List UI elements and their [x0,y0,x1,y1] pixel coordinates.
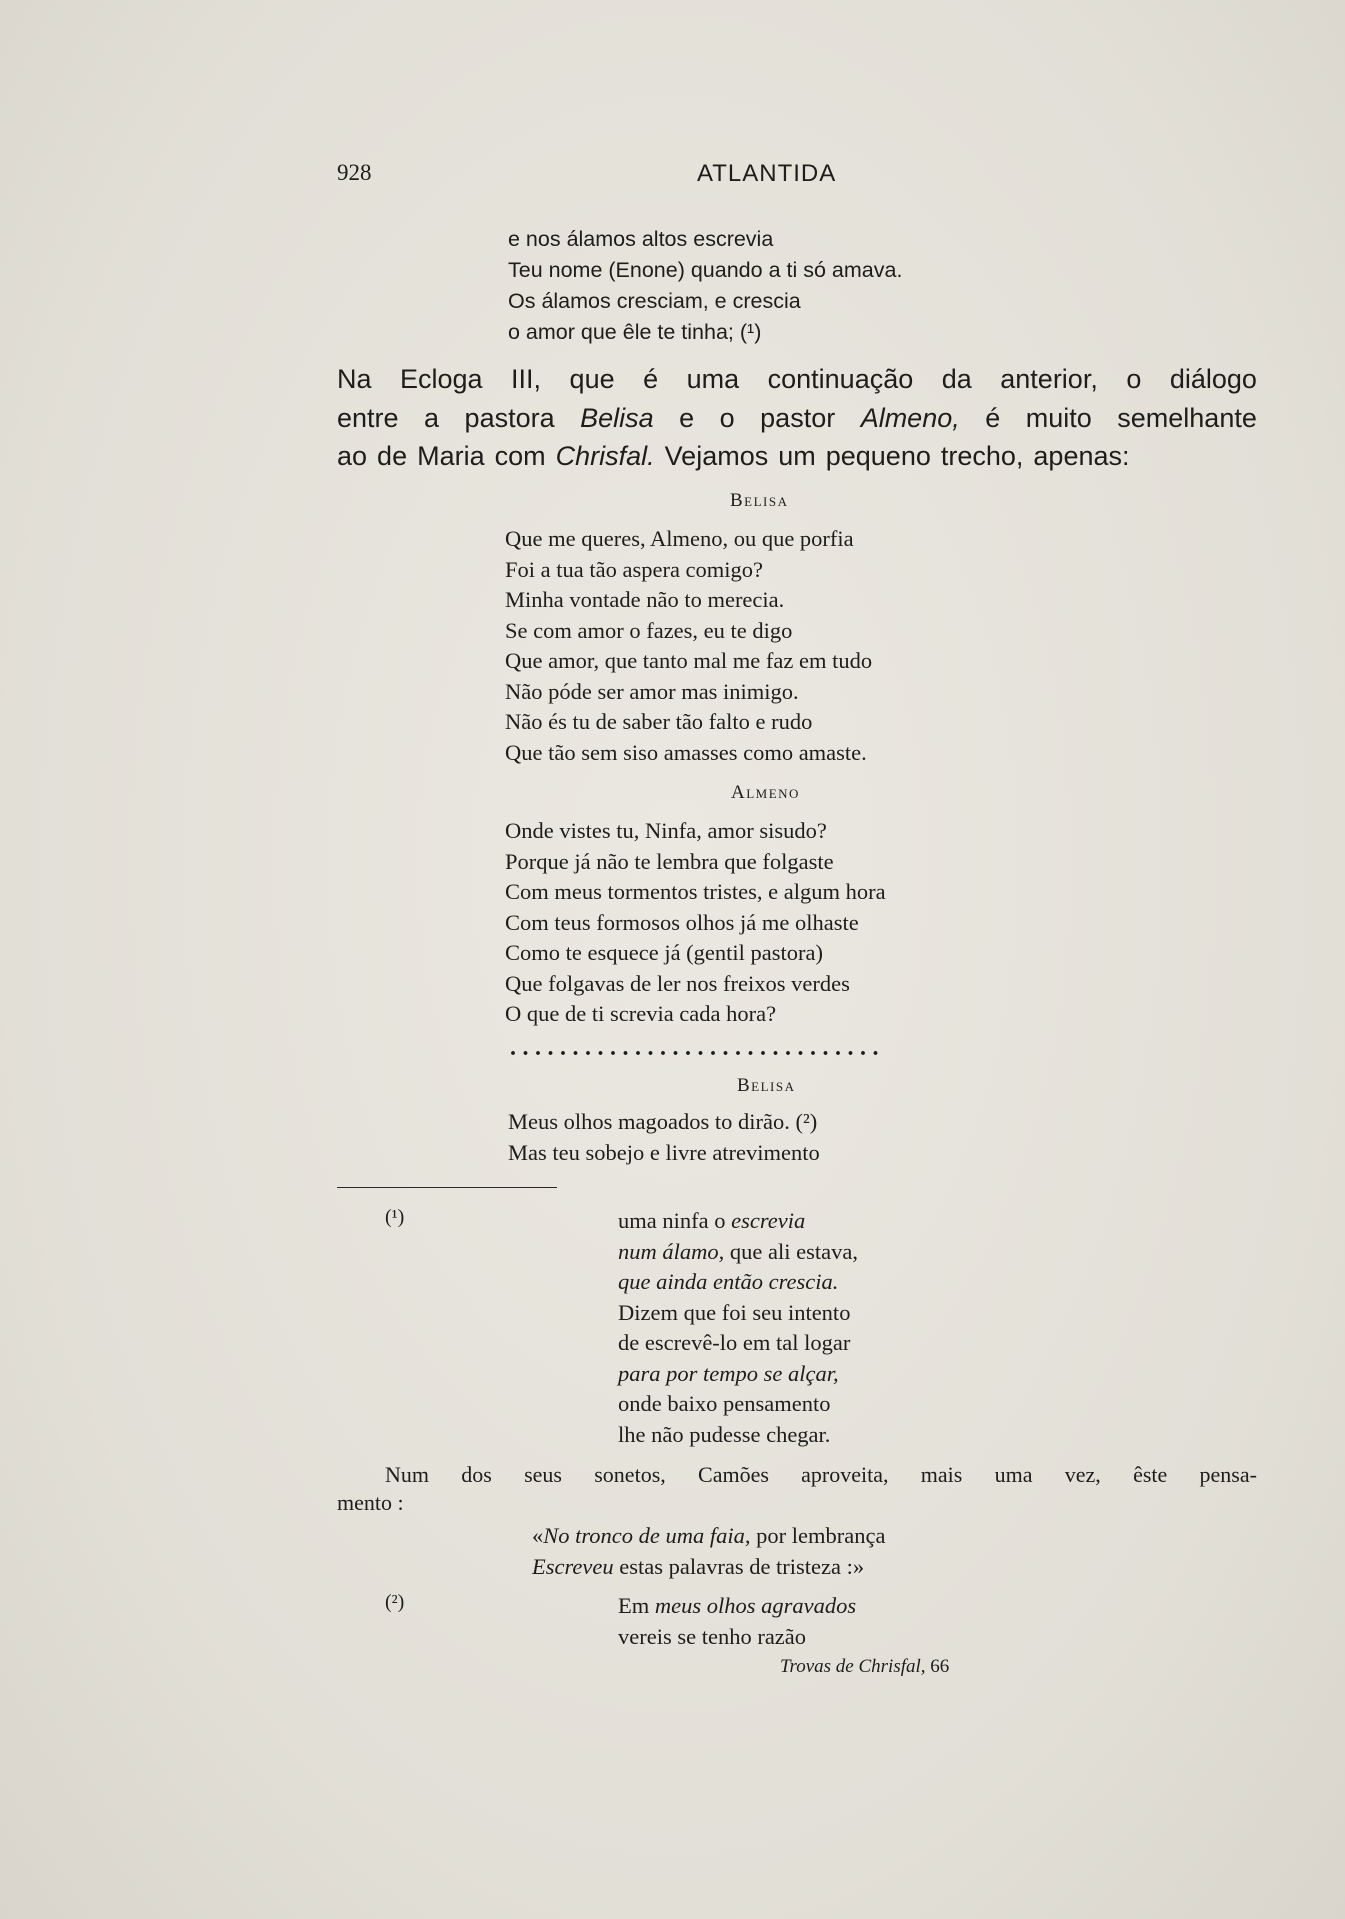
verse-line: O que de ti screvia cada hora? [505,1001,777,1026]
verse-line: e nos álamos altos escrevia [508,227,774,251]
prose-line: entre a pastora Belisa e o pastor Almeno, é muito semelhante [337,402,1257,433]
source-citation: Trovas de Chrisfal, 66 [780,1656,950,1677]
verse-line: Se com amor o fazes, eu te digo [505,617,793,643]
footnote-verse-line: para por tempo se alçar, [618,1360,839,1386]
verse-line: Não póde ser amor mas inimigo. [505,678,799,704]
prose-line: ao de Maria com Chrisfal. Vejamos um pequeno trecho, apenas: [337,441,1130,471]
verse-line: Teu nome (Enone) quando a ti só amava. [508,258,903,282]
running-title: ATLANTIDA [697,160,837,187]
verse-line: Com teus formosos olhos já me olhaste [505,909,859,935]
verse-line: Que amor, que tanto mal me faz em tudo [505,648,873,673]
speaker-name: Belisa [737,1075,796,1096]
footnote-mark: (¹) [385,1206,405,1228]
verse-line: Os álamos cresciam, e crescia [508,289,801,313]
footnote-verse-line: lhe não pudesse chegar. [618,1421,831,1447]
ellipsis-row: .............................. [510,1035,885,1061]
footnote-prose-cont: mento : [337,1490,404,1515]
verse-line: Que folgavas de ler nos freixos verdes [505,970,850,996]
verse-line: Não és tu de saber tão falto e rudo [505,709,813,734]
speaker-name: Almeno [731,782,800,803]
prose-paragraph [337,360,1257,476]
footnote-verse-line: que ainda então crescia. [618,1269,839,1294]
footnote-verse-line: Em meus olhos agravados [618,1593,857,1618]
footnote-verse-line: uma ninfa o escrevia [618,1208,806,1233]
footnote-mark: (²) [385,1591,405,1613]
verse-line: Foi a tua tão aspera comigo? [505,556,764,582]
footnote-verse-line: onde baixo pensamento [618,1391,831,1416]
verse-line: Como te esquece já (gentil pastora) [505,940,824,965]
footnote-verse-line: de escrevê-lo em tal logar [618,1330,851,1355]
quote-line: Escreveu estas palavras de tristeza :» [532,1554,865,1579]
verse-line: Minha vontade não to merecia. [505,587,785,612]
prose-line: Na Ecloga III, que é uma continuação da anterior, o diálogo [337,364,1257,394]
footnote-rule [337,1187,557,1188]
footnote-prose-line: Num dos seus sonetos, Camões aproveita, mais uma vez, êste pensa- [385,1462,1257,1487]
footnote-verse-line: Dizem que foi seu intento [618,1299,851,1325]
footnote-prose [385,1459,1257,1490]
verse-line: Porque já não te lembra que folgaste [505,848,834,874]
verse-line: Com meus tormentos tristes, e algum hora [505,879,886,904]
verse-line: Meus olhos magoados to dirão. (²) [508,1109,818,1134]
page-number: 928 [337,160,372,185]
verse-line: Que tão sem siso amasses como amaste. [505,739,867,765]
footnote-verse-line: num álamo, que ali estava, [618,1238,858,1264]
quote-line: «No tronco de uma faia, por lembrança [532,1523,886,1548]
verse-line: o amor que êle te tinha; (¹) [508,320,762,344]
footnote-verse-line: vereis se tenho razão [618,1623,807,1649]
verse-line: Mas teu sobejo e livre atrevimento [508,1139,820,1165]
speaker-name: Belisa [730,490,789,511]
verse-line: Que me queres, Almeno, ou que porfia [505,526,854,551]
verse-line: Onde vistes tu, Ninfa, amor sisudo? [505,818,827,843]
